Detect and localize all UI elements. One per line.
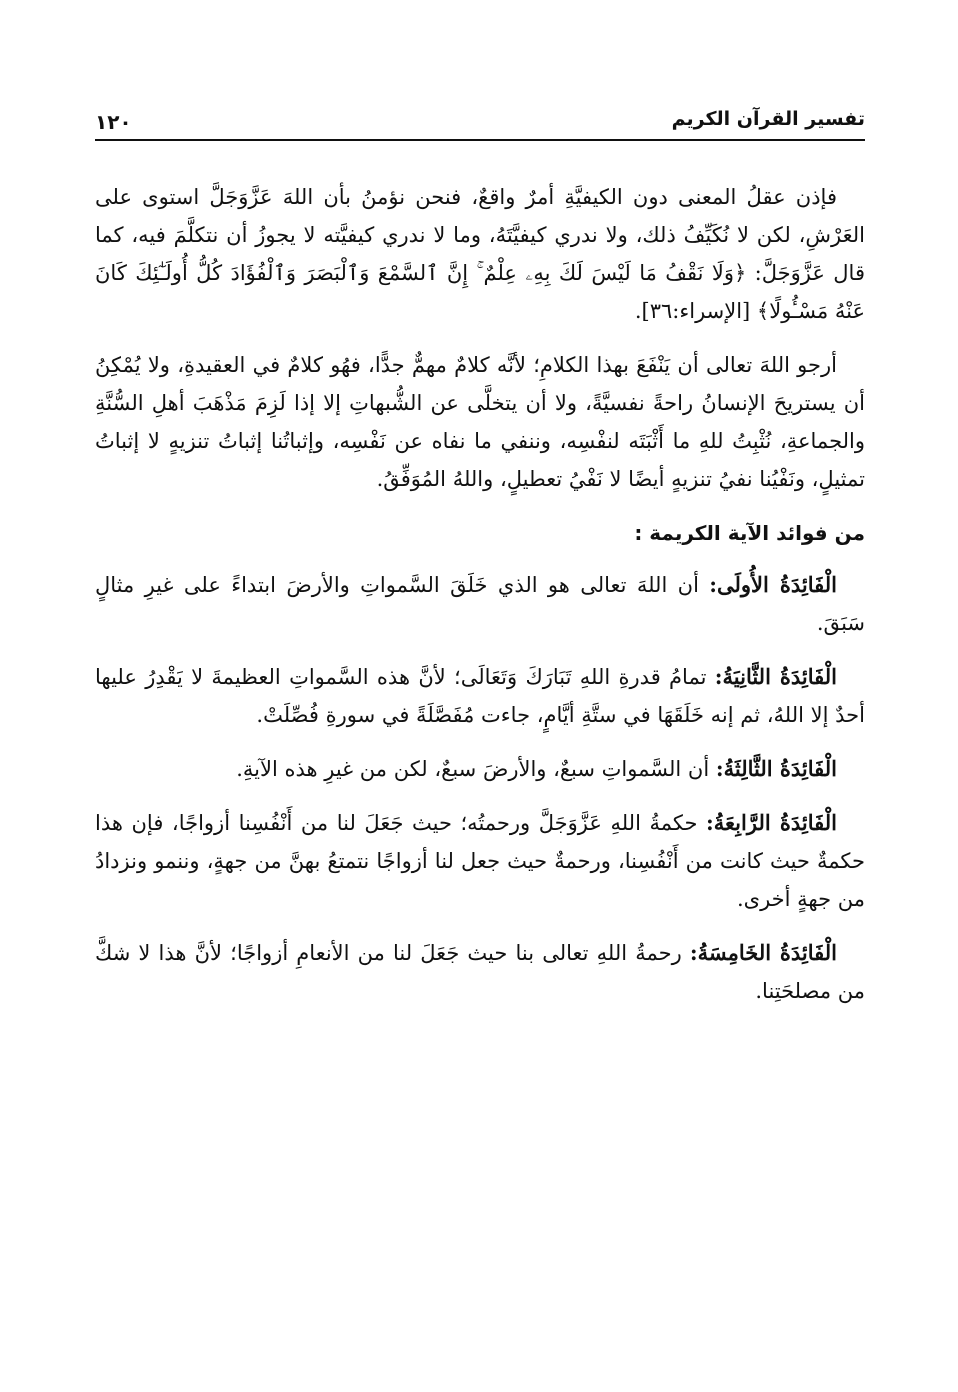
page-number: ١٢٠ [95, 110, 132, 134]
benefit-item [95, 934, 865, 1010]
benefit-text: رحمةُ اللهِ تعالى بنا حيث جَعَلَ لنا من الأنعامِ أزواجًا؛ لأنَّ هذا لا شكَّ من مصلحَتِنا. [95, 941, 865, 1003]
paragraph: فإذن عقلُ المعنى دون الكيفيَّةِ أمرٌ واقعٌ، فنحن نؤمنُ بأن اللهَ عَزَّوَجَلَّ استوى على العَرْشِ، لكن لا نُكَيِّفُ ذلك، ولا ندري كيفيَّتَهُ، وما لا ندري كيفيَّته لا يجوزُ أن نتكلَّمَ فيه، كما قال عَزَّوَجَلَّ: ﴿وَلَا نَقْفُ مَا لَيْسَ لَكَ بِهِۦ عِلْمٌ ۚ إِنَّ ٱلسَّمْعَ وَٱلْبَصَرَ وَٱلْفُؤَادَ كُلُّ أُولَـٰٓئِكَ كَانَ عَنْهُ مَسْـُٔولًا﴾ [الإسراء:٣٦]. [95, 185, 865, 323]
page-body [95, 178, 865, 1026]
benefit-term: الْفَائِدَةُ الثَّالِثَةُ: [715, 756, 837, 781]
section-heading: من فوائد الآية الكريمة : [634, 521, 865, 545]
benefit-text: حكمةُ اللهِ عَزَّوَجَلَّ ورحمتُه؛ حيث جَعَلَ لنا من أَنْفُسِنا أزواجًا، فإن هذا حكمةٌ حيث كانت من أَنْفُسِنا، ورحمةٌ حيث جعل لنا أزواجًا نتمتعُ بهنَّ من جهةٍ، وننمو ونزدادُ من جهةٍ أخرى. [95, 811, 865, 911]
benefit-term: الْفَائِدَةُ الرَّابِعَةُ: [706, 810, 837, 835]
benefit-item [95, 804, 865, 918]
header-divider [95, 139, 865, 141]
benefit-item [95, 658, 865, 734]
benefit-term: الْفَائِدَةُ الخَامِسَةُ: [689, 940, 837, 965]
benefit-text: أن اللهَ تعالى هو الذي خَلَقَ السَّمواتِ والأرضَ ابتداءً على غيرِ مثالٍ سَبَقَ. [95, 573, 865, 635]
benefit-item [95, 566, 865, 642]
paragraph: أرجو اللهَ تعالى أن يَنْفَعَ بهذا الكلامِ؛ لأنَّه كلامٌ مهمٌّ جدًّا، فهُو كلامٌ في العقيدةِ، ولا يُمْكِنُ أن يستريحَ الإنسانُ راحةً نفسيَّةً، ولا أن يتخلَّى عن الشُّبهاتِ إلا إذا لَزِمَ مَذْهَبَ أهلِ السُّنَّةِ والجماعةِ، نُثْبِتُ للهِ ما أَثْبَتَه لنفْسِه، وننفي ما نفاه عن نَفْسِه، وإثباتُنا إثباتُ تنزيهٍ لا إثباتُ تمثيلٍ، ونَفْيُنا نفيُ تنزيهٍ أيضًا لا نَفْيُ تعطيلٍ، واللهُ المُوَفِّقُ. [95, 353, 865, 491]
benefit-text: أن السَّمواتِ سبعٌ، والأرضَ سبعٌ، لكن من غيرِ هذه الآيةِ. [236, 757, 710, 781]
benefit-text: تمامُ قدرةِ اللهِ تَبَارَكَ وَتَعَالَى؛ لأنَّ هذه السَّمواتِ العظيمةَ لا يَقْدِرُ عليها أحدٌ إلا اللهُ، ثم إنه خَلَقَهَا في ستَّةِ أيَّامٍ، جاءت مُفَصَّلَةً في سورةِ فُصِّلَتْ. [95, 665, 865, 727]
running-title: تفسير القرآن الكريم [671, 108, 865, 130]
benefit-term: الْفَائِدَةُ الثَّانِيَةُ: [714, 664, 837, 689]
page-header [95, 106, 865, 140]
benefit-term: الْفَائِدَةُ الأُولَى: [709, 572, 837, 597]
benefit-item [95, 750, 865, 788]
